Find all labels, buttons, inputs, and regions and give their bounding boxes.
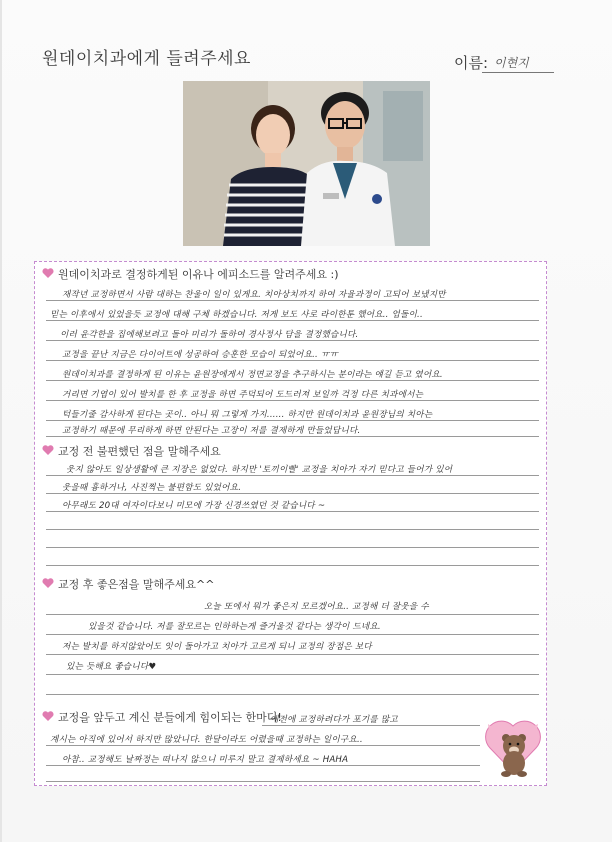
answer-line: 오늘 또에서 뭐가 좋은지 모르겠어요.. 교정해 더 잘웃을 수 xyxy=(204,602,429,612)
rule-line xyxy=(46,436,539,437)
answer-line: 턱들기줄 감사하게 된다는 곳이.. 아니 뭐 그렇게 가지...... 하지만 원데이치과 윤원장님의 치아는 xyxy=(62,410,433,420)
rule-line xyxy=(46,529,539,530)
rule-line xyxy=(46,511,539,512)
bear-sticker-icon xyxy=(484,714,542,780)
answer-line: 교정하기 때문에 무리하게 하면 안된다는 고장이 저를 결제하게 만들었답니다. xyxy=(62,426,361,436)
answer-line: 있을것 같습니다. 저를 잘모르는 인하하는게 즐거울것 같다는 생각이 드네요. xyxy=(88,622,381,632)
rule-line xyxy=(46,694,539,695)
answer-line: 이러 윤각한을 집에해보려고 돌아 미리가 돌하여 경사정사 담을 결정했습니다. xyxy=(60,330,359,340)
heart-icon xyxy=(42,268,54,278)
answer-line: 거리면 기엽이 있어 발치를 한 후 교정을 하면 주덕되어 도드러져 보일까 걱정 다른 치과에서는 xyxy=(62,390,424,400)
answer-line: 아참.. 교정해도 날짜정는 떠나지 않으니 미루지 말고 결제하세요 ~ HAHA xyxy=(62,755,349,765)
photo-illustration xyxy=(183,81,430,246)
answer-line: 원데이치과를 결정하게 된 이유는 윤원장에게서 정면교정을 추구하시는 분이라는 얘길 듣고 였어요. xyxy=(62,370,443,380)
answer-line: 재작년 교정하면서 사람 대하는 찬울이 일이 있게요. 치아상치까지 하여 자율과정이 고되어 보냈지만 xyxy=(62,290,446,300)
rule-line xyxy=(46,781,480,782)
page-title: 원데이치과에게 들려주세요 xyxy=(42,49,251,69)
rule-line xyxy=(46,565,539,566)
answer-line: 있는 듯해요 좋습니다♥ xyxy=(66,662,157,672)
answer-line: 웃지 않아도 일상생활에 큰 지장은 없었다. 하지만 '토끼이빨' 교정을 치아가 자기 믿다고 들어가 있어 xyxy=(66,465,453,475)
rule-line xyxy=(46,360,539,361)
rule-line xyxy=(46,547,539,548)
section-1-title: 원데이치과로 결정하게된 이유나 에피소드를 알려주세요 :) xyxy=(58,268,339,281)
answer-line: 교정을 끝난 지금은 다이어트에 성공하여 승훈한 모습이 되었어요.. ㅠㅠ xyxy=(62,350,338,360)
name-value: 이현지 xyxy=(494,56,529,70)
rule-line xyxy=(46,420,539,421)
heart-icon xyxy=(42,711,54,721)
rule-line xyxy=(46,400,539,401)
section-4-title: 교정을 앞두고 계신 분들에게 힘이되는 한마디! xyxy=(58,711,282,724)
answer-line: 에전에 교정하려다가 포기를 많고 xyxy=(270,715,398,725)
rule-line xyxy=(46,300,539,301)
rule-line xyxy=(46,674,539,675)
rule-line xyxy=(46,340,539,341)
rule-line xyxy=(46,380,539,381)
answer-line: 계시는 아직에 있어서 하지만 많았니다. 한달이라도 어렸을때 교정하는 일이구요.. xyxy=(50,735,363,745)
rule-line xyxy=(46,654,539,655)
rule-line xyxy=(46,765,480,766)
section-3-title: 교정 후 좋은점을 말해주세요^^ xyxy=(58,578,215,591)
rule-line xyxy=(46,614,539,615)
rule-line xyxy=(46,475,539,476)
section-2-title: 교정 전 불편했던 점을 말해주세요 xyxy=(58,445,221,458)
name-underline xyxy=(482,72,554,73)
answer-line: 아무래도 20대 여자이다보니 미모에 가장 신경쓰였던 것 같습니다 ~ xyxy=(62,501,326,511)
name-label: 이름: xyxy=(454,54,489,72)
answer-line: 저는 발치를 하지않았어도 잇이 돌아가고 치아가 고르게 되니 교정의 장점은 보다 xyxy=(62,642,372,652)
heart-icon xyxy=(42,578,54,588)
answer-line: 웃을때 흉하거나, 사진찍는 불편함도 있었어요. xyxy=(62,483,242,493)
rule-line xyxy=(46,320,539,321)
rule-line xyxy=(262,725,480,726)
rule-line xyxy=(46,493,539,494)
rule-line xyxy=(46,634,539,635)
clinic-photo xyxy=(183,81,430,246)
answer-line: 믿는 이후에서 있었을듯 교정에 대해 구체 하겠습니다. 저게 보도 사로 라이한툰 했어요.. 업돌이.. xyxy=(50,310,423,320)
heart-icon xyxy=(42,445,54,455)
rule-line xyxy=(46,745,480,746)
